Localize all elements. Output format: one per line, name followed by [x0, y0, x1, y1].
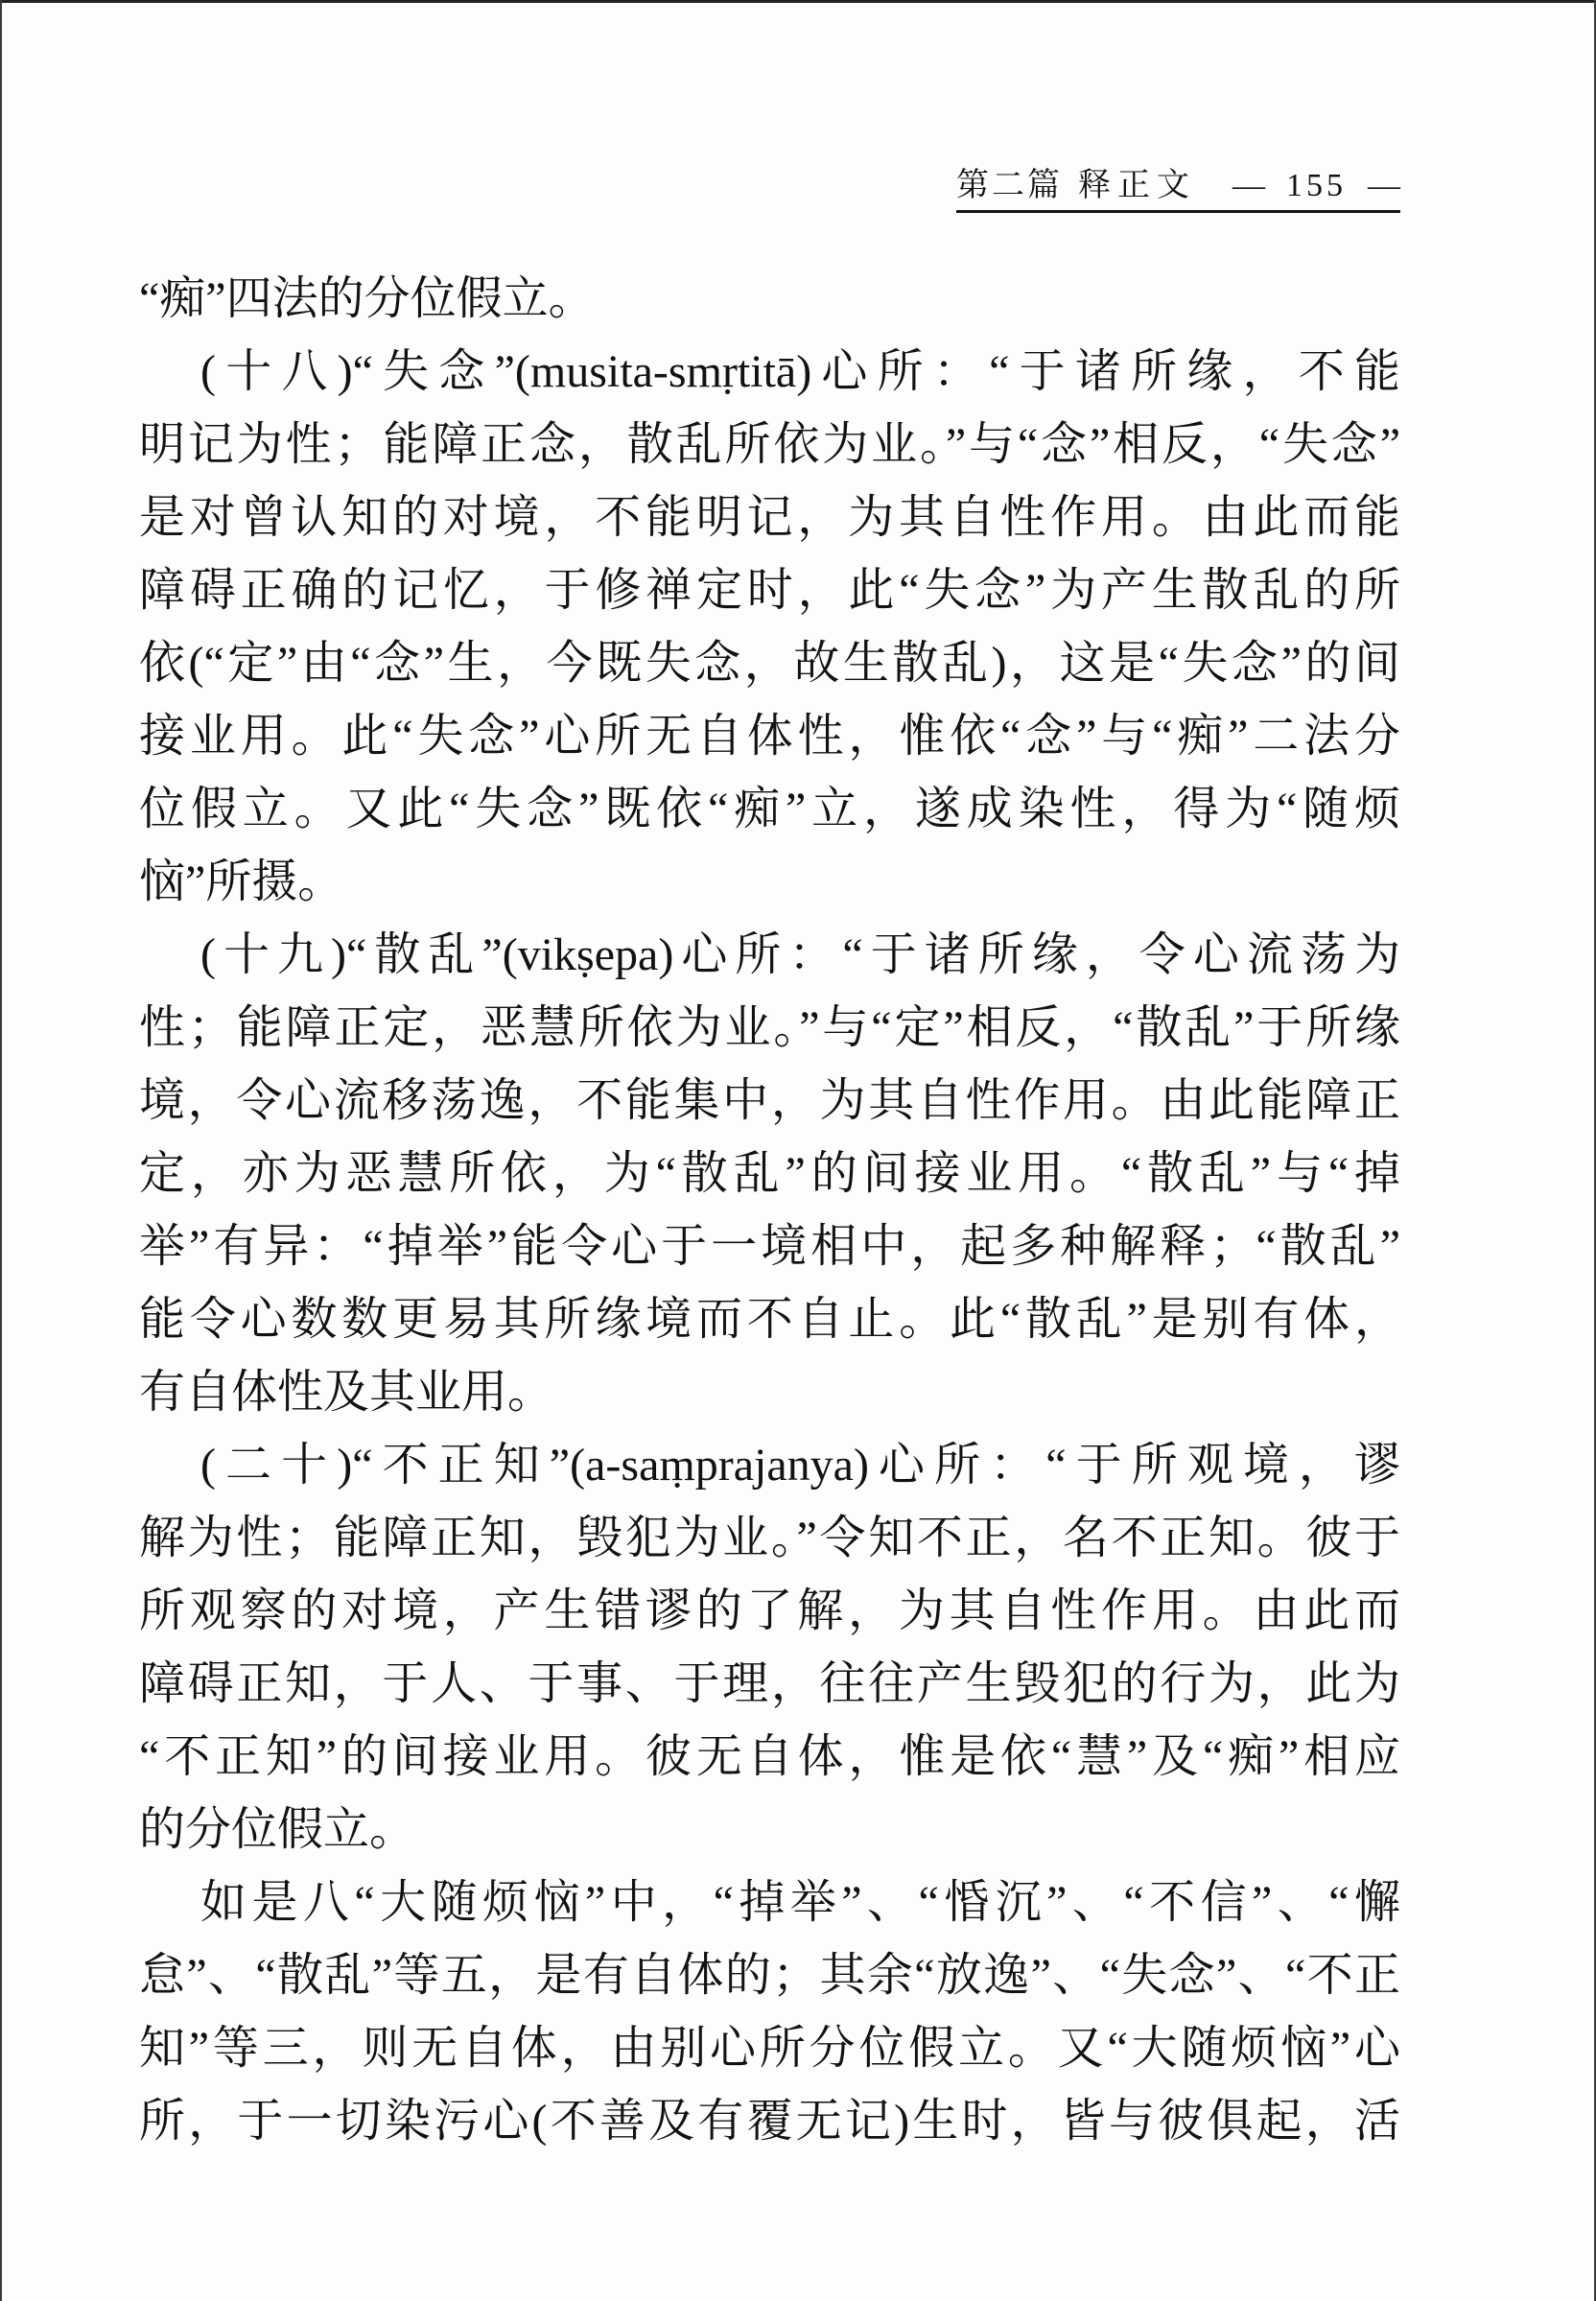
text-line: 明记为性；能障正念，散乱所依为业。”与“念”相反，“失念” — [139, 419, 1400, 470]
text-line: 所，于一切染污心(不善及有覆无记)生时，皆与彼俱起，活 — [139, 2096, 1400, 2147]
scan-edge-top — [0, 0, 1596, 3]
text-line: 如是八“大随烦恼”中，“掉举”、“惛沉”、“不信”、“懈 — [200, 1877, 1400, 1928]
text-line: 解为性；能障正知，毁犯为业。”令知不正，名不正知。彼于 — [139, 1513, 1400, 1563]
text-line: 有自体性及其业用。 — [139, 1367, 554, 1418]
text-line: 知”等三，则无自体，由别心所分位假立。又“大随烦恼”心 — [139, 2023, 1400, 2074]
text-line: (二十)“不正知”(a-saṃprajanya)心所：“于所观境，谬 — [200, 1440, 1400, 1491]
text-line: 举”有异：“掉举”能令心于一境相中，起多种解释；“散乱” — [139, 1221, 1400, 1272]
folio-dash-right: — — [1368, 168, 1400, 203]
text-line: 位假立。又此“失念”既依“痴”立，遂成染性，得为“随烦 — [139, 784, 1400, 834]
text-line: 是对曾认知的对境，不能明记，为其自性作用。由此而能 — [139, 492, 1400, 543]
text-line: 接业用。此“失念”心所无自体性，惟依“念”与“痴”二法分 — [139, 711, 1400, 762]
text-line: (十八)“失念”(musita-smṛtitā)心所：“于诸所缘，不能 — [200, 346, 1400, 397]
text-line: 障碍正确的记忆，于修禅定时，此“失念”为产生散乱的所 — [139, 565, 1400, 616]
text-line: “痴”四法的分位假立。 — [139, 273, 595, 324]
text-line: 境，令心流移荡逸，不能集中，为其自性作用。由此能障正 — [139, 1075, 1400, 1126]
text-line: 的分位假立。 — [139, 1804, 416, 1855]
text-line: 能令心数数更易其所缘境而不自止。此“散乱”是别有体， — [139, 1294, 1400, 1345]
scan-edge-left — [0, 0, 2, 2301]
text-line: (十九)“散乱”(vikṣepa)心所：“于诸所缘，令心流荡为 — [200, 929, 1400, 980]
text-line: 性；能障正定，恶慧所依为业。”与“定”相反，“散乱”于所缘 — [139, 1002, 1400, 1053]
text-line: 怠”、“散乱”等五，是有自体的；其余“放逸”、“失念”、“不正 — [139, 1950, 1400, 2001]
text-line: 恼”所摄。 — [139, 857, 344, 907]
page-header-row — [139, 167, 1400, 213]
text-line: 所观察的对境，产生错谬的了解，为其自性作用。由此而 — [139, 1585, 1400, 1636]
running-head — [956, 167, 1400, 213]
section-label: 第二篇 — [956, 168, 1063, 203]
text-line: 障碍正知，于人、于事、于理，往往产生毁犯的行为，此为 — [139, 1658, 1400, 1709]
text-line: 定，亦为恶慧所依，为“散乱”的间接业用。“散乱”与“掉 — [139, 1148, 1400, 1199]
chapter-title: 释正文 — [1078, 168, 1196, 203]
page-body — [139, 263, 1400, 2158]
text-line: “不正知”的间接业用。彼无自体，惟是依“慧”及“痴”相应 — [139, 1731, 1400, 1782]
text-line: 依(“定”由“念”生，今既失念，故生散乱)，这是“失念”的间 — [139, 638, 1400, 689]
page-number: 155 — [1286, 168, 1347, 203]
folio-dash-left: — — [1232, 168, 1265, 203]
